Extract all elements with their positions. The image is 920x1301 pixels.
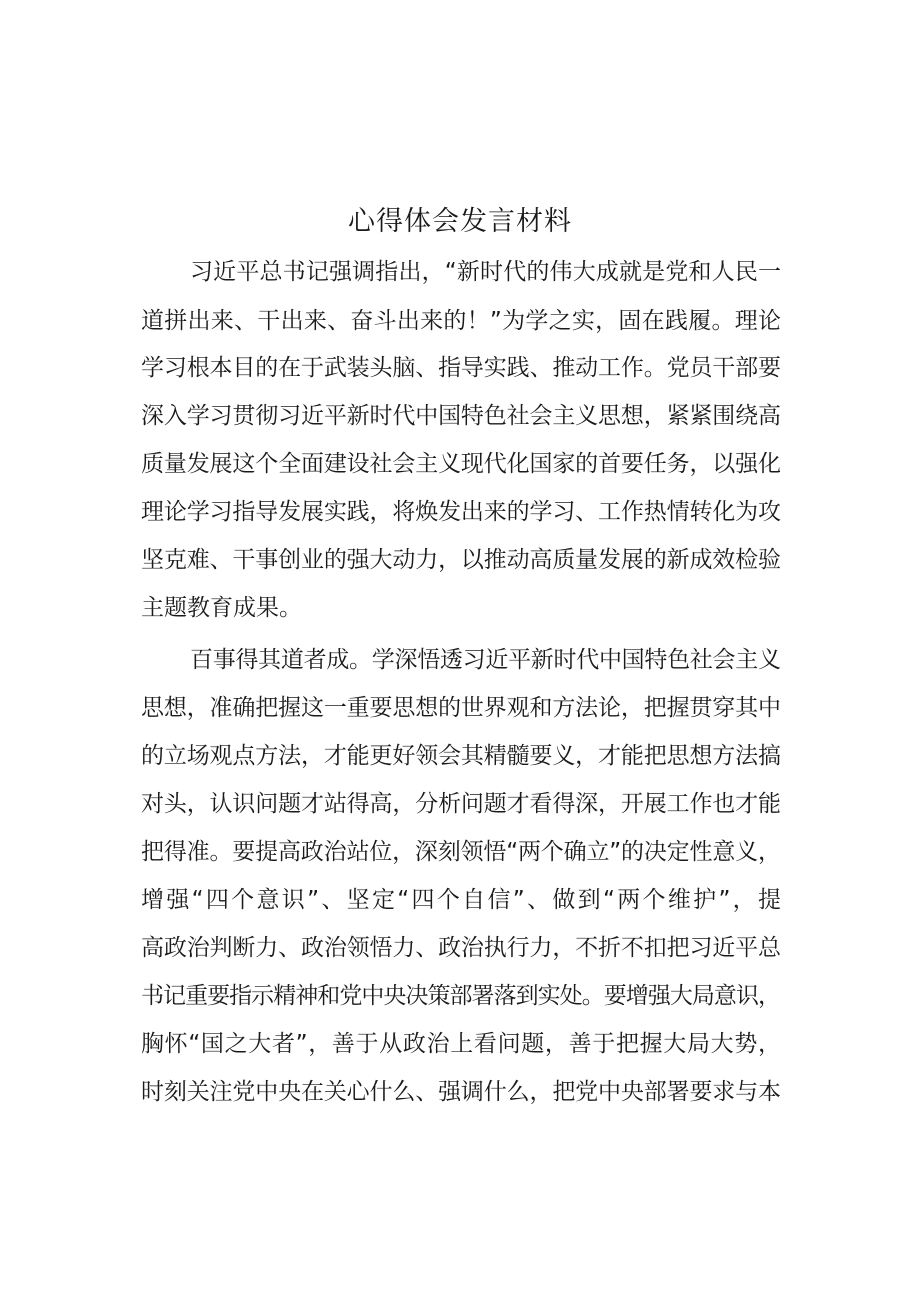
- paragraph-2-line-8: 书记重要指示精神和党中央决策部署落到实处。要增强大局意识，: [141, 983, 781, 1009]
- paragraph-1-line-6: 理论学习指导发展实践，将焕发出来的学习、工作热情转化为攻: [141, 499, 781, 525]
- paragraph-1-line-8: 主题教育成果。: [141, 595, 302, 621]
- paragraph-1-line-4: 深入学习贯彻习近平新时代中国特色社会主义思想，紧紧围绕高: [141, 403, 781, 429]
- paragraph-1-line-3: 学习根本目的在于武装头脑、指导实践、推动工作。党员干部要: [141, 355, 781, 381]
- paragraph-2-line-7: 高政治判断力、政治领悟力、政治执行力，不折不扣把习近平总: [141, 935, 781, 961]
- paragraph-2-line-10: 时刻关注党中央在关心什么、强调什么，把党中央部署要求与本: [141, 1079, 781, 1105]
- paragraph-2-line-6: 增强“四个意识”、坚定“四个自信”、做到“两个维护”，提: [141, 887, 784, 913]
- paragraph-2-line-3: 的立场观点方法，才能更好领会其精髓要义，才能把思想方法搞: [141, 743, 781, 769]
- paragraph-1-line-5: 质量发展这个全面建设社会主义现代化国家的首要任务，以强化: [141, 451, 781, 477]
- document-title: 心得体会发言材料: [348, 206, 572, 237]
- paragraph-1-line-1: 习近平总书记强调指出，“新时代的伟大成就是党和人民一: [190, 259, 782, 285]
- paragraph-2-line-1: 百事得其道者成。学深悟透习近平新时代中国特色社会主义: [190, 647, 781, 673]
- paragraph-2-line-4: 对头，认识问题才站得高，分析问题才看得深，开展工作也才能: [141, 791, 781, 817]
- paragraph-2-line-5: 把得准。要提高政治站位，深刻领悟“两个确立”的决定性意义，: [141, 839, 781, 865]
- paragraph-2-line-9: 胸怀“国之大者”，善于从政治上看问题，善于把握大局大势，: [141, 1031, 782, 1057]
- paragraph-1-line-7: 坚克难、干事创业的强大动力，以推动高质量发展的新成效检验: [141, 547, 781, 573]
- paragraph-2-line-2: 思想，准确把握这一重要思想的世界观和方法论，把握贯穿其中: [141, 695, 781, 721]
- paragraph-1-line-2: 道拼出来、干出来、奋斗出来的！”为学之实，固在践履。理论: [141, 308, 782, 334]
